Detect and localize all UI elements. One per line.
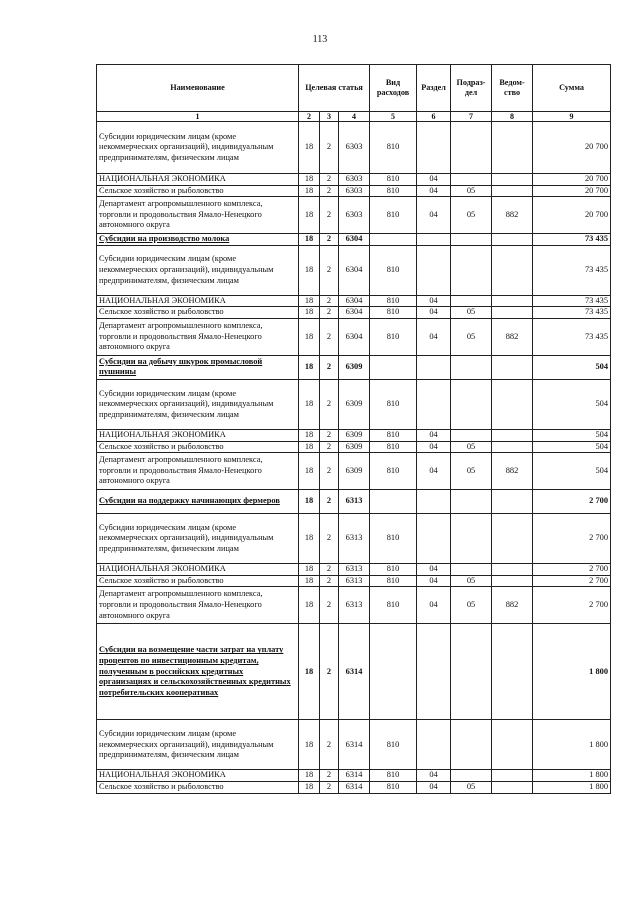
cell-article-part-3: 6303 [339,122,370,174]
cell-expense-type: 810 [370,318,417,355]
cell-sum: 20 700 [533,122,611,174]
cell-article-part-3: 6309 [339,453,370,490]
table-row [97,355,611,379]
cell-expense-type: 810 [370,770,417,782]
header-subsection: Подраз- дел [451,65,492,112]
cell-department [492,379,533,429]
cell-expense-type: 810 [370,197,417,234]
cell-article-part-2: 2 [320,197,339,234]
cell-department: 882 [492,453,533,490]
cell-article-part-2: 2 [320,575,339,587]
cell-section: 04 [417,295,451,307]
cell-subsection [451,490,492,514]
cell-article-part-3: 6303 [339,185,370,197]
cell-sum: 20 700 [533,174,611,186]
cell-subsection [451,355,492,379]
cell-expense-type: 810 [370,307,417,319]
cell-expense-type: 810 [370,245,417,295]
table-row [97,490,611,514]
column-number: 3 [320,112,339,122]
table-row [97,122,611,174]
cell-expense-type: 810 [370,720,417,770]
cell-article-part-2: 2 [320,490,339,514]
cell-expense-type: 810 [370,781,417,793]
cell-article-part-1: 18 [299,318,320,355]
table-row [97,379,611,429]
cell-article-part-2: 2 [320,441,339,453]
cell-article-part-1: 18 [299,624,320,720]
cell-article-part-3: 6303 [339,197,370,234]
header-section: Раздел [417,65,451,112]
cell-department [492,174,533,186]
cell-expense-type: 810 [370,564,417,576]
cell-article-part-1: 18 [299,514,320,564]
cell-article-part-1: 18 [299,174,320,186]
cell-article-part-2: 2 [320,174,339,186]
cell-article-part-3: 6304 [339,307,370,319]
cell-article-part-2: 2 [320,770,339,782]
cell-department [492,575,533,587]
cell-name: Сельское хозяйство и рыболовство [97,575,299,587]
cell-name: Субсидии на добычу шкурок промысловой пушнины [97,355,299,379]
cell-article-part-1: 18 [299,307,320,319]
table-row [97,185,611,197]
cell-sum: 504 [533,441,611,453]
cell-article-part-3: 6313 [339,490,370,514]
cell-section: 04 [417,453,451,490]
cell-article-part-1: 18 [299,781,320,793]
column-number: 7 [451,112,492,122]
cell-section [417,514,451,564]
cell-article-part-3: 6303 [339,174,370,186]
cell-section: 04 [417,781,451,793]
cell-article-part-3: 6309 [339,379,370,429]
cell-expense-type [370,624,417,720]
cell-expense-type: 810 [370,185,417,197]
cell-sum: 504 [533,429,611,441]
cell-article-part-1: 18 [299,429,320,441]
cell-article-part-2: 2 [320,429,339,441]
column-number-row [97,112,611,122]
cell-article-part-3: 6314 [339,624,370,720]
cell-subsection: 05 [451,197,492,234]
cell-sum: 1 800 [533,770,611,782]
table-row [97,564,611,576]
table-row [97,174,611,186]
header-target-article: Целевая статья [299,65,370,112]
cell-article-part-2: 2 [320,587,339,624]
cell-article-part-1: 18 [299,234,320,246]
table-row [97,514,611,564]
cell-article-part-3: 6314 [339,781,370,793]
cell-name: НАЦИОНАЛЬНАЯ ЭКОНОМИКА [97,295,299,307]
cell-expense-type: 810 [370,453,417,490]
cell-sum: 2 700 [533,564,611,576]
cell-name: Субсидии на возмещение части затрат на уплату процентов по инвестиционным кредитам, полученным в российских кредитных организациях и сельскохозяйственных кредитных потребительских кооперативах [97,624,299,720]
cell-section: 04 [417,575,451,587]
cell-article-part-2: 2 [320,781,339,793]
cell-subsection: 05 [451,453,492,490]
cell-article-part-2: 2 [320,245,339,295]
column-number: 2 [299,112,320,122]
cell-expense-type: 810 [370,441,417,453]
cell-section: 04 [417,587,451,624]
cell-article-part-1: 18 [299,453,320,490]
cell-department [492,564,533,576]
table-body [97,122,611,794]
cell-department [492,781,533,793]
cell-subsection [451,122,492,174]
cell-article-part-2: 2 [320,624,339,720]
cell-article-part-3: 6313 [339,564,370,576]
cell-article-part-3: 6309 [339,355,370,379]
cell-subsection [451,295,492,307]
table-row [97,781,611,793]
cell-section [417,122,451,174]
cell-article-part-3: 6313 [339,514,370,564]
cell-department [492,770,533,782]
cell-department [492,720,533,770]
cell-subsection: 05 [451,575,492,587]
cell-name: Субсидии юридическим лицам (кроме некоммерческих организаций), индивидуальным предпринимателям, физическим лицам [97,122,299,174]
cell-name: Субсидии юридическим лицам (кроме некоммерческих организаций), индивидуальным предпринимателям, физическим лицам [97,720,299,770]
cell-subsection: 05 [451,441,492,453]
cell-article-part-3: 6314 [339,770,370,782]
cell-section: 04 [417,429,451,441]
cell-article-part-1: 18 [299,379,320,429]
cell-subsection: 05 [451,318,492,355]
cell-section: 04 [417,770,451,782]
cell-expense-type: 810 [370,295,417,307]
table-row [97,587,611,624]
table-row [97,624,611,720]
table-row [97,441,611,453]
cell-subsection [451,624,492,720]
cell-subsection: 05 [451,185,492,197]
cell-sum: 1 800 [533,781,611,793]
cell-article-part-3: 6309 [339,441,370,453]
cell-expense-type: 810 [370,379,417,429]
cell-sum: 2 700 [533,514,611,564]
table-row [97,197,611,234]
header-expense-type: Вид расходов [370,65,417,112]
cell-expense-type: 810 [370,575,417,587]
cell-name: Департамент агропромышленного комплекса, торговли и продовольствия Ямало-Ненецкого автономного округа [97,197,299,234]
cell-department [492,429,533,441]
cell-section [417,234,451,246]
cell-article-part-1: 18 [299,197,320,234]
cell-subsection [451,514,492,564]
cell-sum: 73 435 [533,307,611,319]
cell-subsection [451,564,492,576]
cell-article-part-2: 2 [320,318,339,355]
table-header-row [97,65,611,112]
cell-subsection: 05 [451,587,492,624]
table-row [97,295,611,307]
cell-name: Сельское хозяйство и рыболовство [97,441,299,453]
cell-expense-type: 810 [370,122,417,174]
cell-article-part-3: 6309 [339,429,370,441]
cell-expense-type [370,234,417,246]
cell-article-part-1: 18 [299,441,320,453]
cell-expense-type [370,490,417,514]
cell-article-part-1: 18 [299,122,320,174]
header-department: Ведом- ство [492,65,533,112]
cell-article-part-2: 2 [320,122,339,174]
cell-department: 882 [492,197,533,234]
cell-article-part-1: 18 [299,720,320,770]
cell-sum: 73 435 [533,295,611,307]
cell-department [492,307,533,319]
cell-article-part-1: 18 [299,587,320,624]
cell-section: 04 [417,441,451,453]
page-number: 113 [312,34,328,45]
table-row [97,770,611,782]
cell-name: НАЦИОНАЛЬНАЯ ЭКОНОМИКА [97,564,299,576]
cell-sum: 73 435 [533,234,611,246]
cell-sum: 504 [533,453,611,490]
cell-name: Субсидии юридическим лицам (кроме некоммерческих организаций), индивидуальным предпринимателям, физическим лицам [97,514,299,564]
cell-article-part-2: 2 [320,379,339,429]
cell-subsection [451,379,492,429]
table-row [97,307,611,319]
cell-section: 04 [417,197,451,234]
cell-article-part-3: 6304 [339,245,370,295]
cell-article-part-2: 2 [320,564,339,576]
cell-article-part-2: 2 [320,307,339,319]
cell-department [492,624,533,720]
cell-section: 04 [417,318,451,355]
cell-department [492,355,533,379]
cell-name: Сельское хозяйство и рыболовство [97,781,299,793]
cell-article-part-3: 6304 [339,234,370,246]
cell-department [492,185,533,197]
cell-sum: 504 [533,355,611,379]
column-number: 6 [417,112,451,122]
cell-article-part-1: 18 [299,245,320,295]
cell-article-part-2: 2 [320,453,339,490]
cell-article-part-2: 2 [320,234,339,246]
header-name: Наименование [97,65,299,112]
cell-article-part-3: 6304 [339,318,370,355]
table-row [97,234,611,246]
cell-name: НАЦИОНАЛЬНАЯ ЭКОНОМИКА [97,429,299,441]
cell-article-part-1: 18 [299,185,320,197]
cell-sum: 2 700 [533,490,611,514]
cell-sum: 2 700 [533,587,611,624]
cell-department [492,441,533,453]
cell-subsection [451,429,492,441]
cell-name: Сельское хозяйство и рыболовство [97,307,299,319]
cell-subsection [451,720,492,770]
cell-name: Субсидии на производство молока [97,234,299,246]
cell-department [492,490,533,514]
cell-name: Субсидии юридическим лицам (кроме некоммерческих организаций), индивидуальным предпринимателям, физическим лицам [97,245,299,295]
cell-name: НАЦИОНАЛЬНАЯ ЭКОНОМИКА [97,174,299,186]
table-row [97,429,611,441]
header-sum: Сумма [533,65,611,112]
cell-subsection [451,234,492,246]
cell-department [492,295,533,307]
cell-sum: 73 435 [533,318,611,355]
cell-article-part-1: 18 [299,490,320,514]
cell-section: 04 [417,174,451,186]
column-number: 8 [492,112,533,122]
table-row [97,453,611,490]
table-row [97,245,611,295]
cell-subsection [451,245,492,295]
cell-subsection: 05 [451,781,492,793]
cell-section [417,245,451,295]
cell-expense-type [370,355,417,379]
cell-name: НАЦИОНАЛЬНАЯ ЭКОНОМИКА [97,770,299,782]
column-number: 9 [533,112,611,122]
cell-section: 04 [417,307,451,319]
cell-sum: 20 700 [533,185,611,197]
cell-subsection [451,174,492,186]
cell-expense-type: 810 [370,514,417,564]
column-number: 1 [97,112,299,122]
table-row [97,318,611,355]
cell-section [417,720,451,770]
cell-expense-type: 810 [370,587,417,624]
cell-article-part-1: 18 [299,355,320,379]
cell-section [417,490,451,514]
cell-name: Субсидии юридическим лицам (кроме некоммерческих организаций), индивидуальным предпринимателям, физическим лицам [97,379,299,429]
cell-name: Департамент агропромышленного комплекса, торговли и продовольствия Ямало-Ненецкого автономного округа [97,453,299,490]
cell-sum: 1 800 [533,624,611,720]
cell-sum: 73 435 [533,245,611,295]
cell-section: 04 [417,564,451,576]
column-number: 5 [370,112,417,122]
cell-department: 882 [492,318,533,355]
cell-name: Сельское хозяйство и рыболовство [97,185,299,197]
cell-name: Департамент агропромышленного комплекса, торговли и продовольствия Ямало-Ненецкого автономного округа [97,318,299,355]
cell-article-part-3: 6304 [339,295,370,307]
cell-sum: 20 700 [533,197,611,234]
budget-table [96,64,611,794]
cell-sum: 2 700 [533,575,611,587]
cell-article-part-3: 6313 [339,575,370,587]
cell-section [417,624,451,720]
cell-section [417,379,451,429]
cell-department [492,234,533,246]
cell-section: 04 [417,185,451,197]
cell-subsection [451,770,492,782]
cell-department [492,245,533,295]
cell-article-part-3: 6314 [339,720,370,770]
cell-name: Субсидии на поддержку начинающих фермеров [97,490,299,514]
cell-article-part-3: 6313 [339,587,370,624]
cell-expense-type: 810 [370,174,417,186]
cell-article-part-2: 2 [320,355,339,379]
cell-article-part-2: 2 [320,720,339,770]
cell-article-part-1: 18 [299,770,320,782]
cell-department [492,514,533,564]
cell-article-part-1: 18 [299,575,320,587]
cell-sum: 504 [533,379,611,429]
cell-name: Департамент агропромышленного комплекса, торговли и продовольствия Ямало-Ненецкого автономного округа [97,587,299,624]
cell-article-part-1: 18 [299,564,320,576]
table-row [97,720,611,770]
cell-article-part-2: 2 [320,295,339,307]
cell-department: 882 [492,587,533,624]
cell-article-part-2: 2 [320,514,339,564]
cell-subsection: 05 [451,307,492,319]
cell-sum: 1 800 [533,720,611,770]
column-number: 4 [339,112,370,122]
cell-section [417,355,451,379]
cell-article-part-1: 18 [299,295,320,307]
table-row [97,575,611,587]
cell-expense-type: 810 [370,429,417,441]
cell-department [492,122,533,174]
cell-article-part-2: 2 [320,185,339,197]
